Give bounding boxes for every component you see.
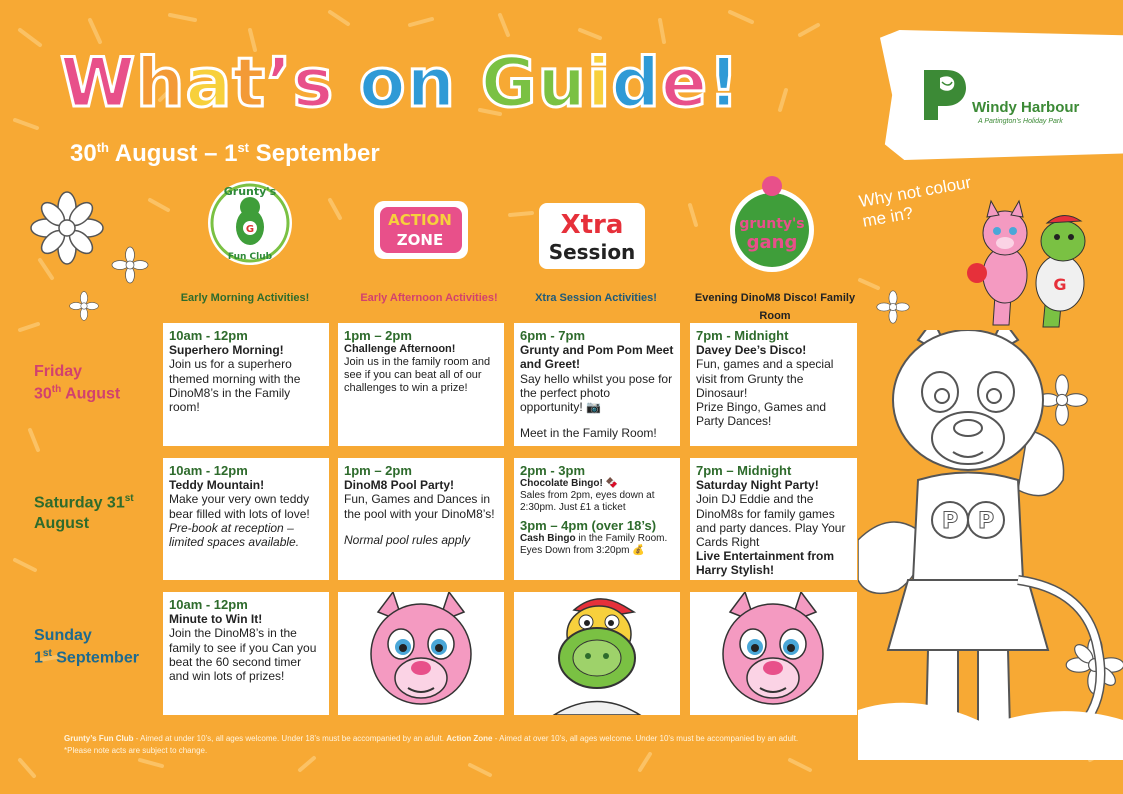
pom-pom-character-image xyxy=(690,592,857,715)
activity-note: Normal pool rules apply xyxy=(344,532,471,547)
activity-card-sun-morning xyxy=(163,592,329,715)
activity-description: Join DJ Eddie and the DinoM8s for family games and party dances. Play Your Cards Right xyxy=(696,492,846,549)
title-letter: i xyxy=(586,44,612,123)
activity-title: Davey Dee’s Disco! xyxy=(696,343,807,358)
activity-time: 7pm - Midnight xyxy=(696,328,789,343)
brand-line2: gang xyxy=(746,232,798,253)
svg-text:P: P xyxy=(941,509,959,534)
activity-title-2: Cash Bingo xyxy=(520,533,576,545)
brand-line1: Grunty's xyxy=(223,185,277,198)
title-letter: G xyxy=(480,44,538,123)
pom-pom-character-card xyxy=(338,592,504,715)
column-heading-xtra: Xtra Session Activities! xyxy=(535,292,657,304)
title-letter xyxy=(456,50,481,118)
logo-name: Windy Harbour xyxy=(972,99,1080,116)
svg-text:G: G xyxy=(245,224,255,235)
windy-harbour-mark-icon xyxy=(920,62,970,122)
windy-harbour-logo xyxy=(920,62,1080,132)
activity-card-sat-xtra xyxy=(514,458,680,580)
activity-description-2: in the Family Room. xyxy=(575,533,668,545)
brand-line2: Session xyxy=(548,240,636,264)
activity-card-fri-afternoon xyxy=(338,323,504,446)
activity-title: Teddy Mountain! xyxy=(169,478,265,493)
title-letter: n xyxy=(406,44,456,123)
activity-description: Join the DinoM8’s in the family to see if you Can you beat the 60 second timer and win lots of prizes! xyxy=(169,626,317,683)
activity-note: Pre-book at reception – limited spaces available. xyxy=(169,520,300,549)
title-letter xyxy=(334,50,359,118)
activity-note: Prize Bingo, Games and Party Dances! xyxy=(696,399,827,429)
activity-description: Make your very own teddy bear filled with lots of love! xyxy=(169,492,310,521)
brand-line2: Fun Club xyxy=(227,252,273,262)
date-range: 30th August – 1st September xyxy=(70,140,380,167)
gruntys-fun-club-logo xyxy=(205,175,295,270)
coloured-mascots-image xyxy=(965,195,1105,335)
activity-note: Meet in the Family Room! xyxy=(520,426,657,441)
title-letter: e xyxy=(660,44,709,123)
title-letter: o xyxy=(358,44,407,123)
title-letter: ’ xyxy=(265,44,293,123)
title-letter: h xyxy=(136,44,186,123)
activity-description: Fun, games and a special visit from Grunty the Dinosaur! xyxy=(696,357,834,400)
activity-description: Say hello whilst you pose for the perfect photo opportunity! 📷 xyxy=(520,371,673,414)
brand-line1: Xtra xyxy=(560,210,624,240)
activity-title: Saturday Night Party! xyxy=(696,478,819,493)
title-letter: ! xyxy=(708,44,741,123)
title-letter: t xyxy=(232,44,266,123)
svg-text:G: G xyxy=(1053,275,1067,294)
title-letter: s xyxy=(292,44,335,123)
activity-time: 7pm – Midnight xyxy=(696,463,792,478)
activity-title: Superhero Morning! xyxy=(169,343,284,358)
activity-time: 1pm – 2pm xyxy=(344,463,412,478)
title-letter: W xyxy=(60,44,137,123)
activity-title: Grunty and Pom Pom Meet and Greet! xyxy=(520,343,674,372)
grunty-character-image xyxy=(514,592,680,715)
page-title xyxy=(60,44,741,123)
day-label-sunday: Sunday 1st September xyxy=(34,627,139,667)
title-letter: a xyxy=(185,44,233,123)
footnote: Grunty’s Fun Club - Aimed at under 10’s, all ages welcome. Under 18’s must be accompanied by an adult. Action Zone - Aimed at over 10’s, all ages welcome. Under 10’s must be accompanied by an adult. *Please note acts are subject to change. xyxy=(64,734,799,755)
activity-card-sat-morning xyxy=(163,458,329,580)
day-label-friday: Friday 30th August xyxy=(34,363,121,403)
column-heading-afternoon: Early Afternoon Activities! xyxy=(360,292,498,304)
activity-title: DinoM8 Pool Party! xyxy=(344,478,455,493)
xtra-session-logo xyxy=(535,195,650,275)
activity-note: Eyes Down from 3:20pm 💰 xyxy=(520,544,645,556)
activity-time: 1pm – 2pm xyxy=(344,328,412,343)
logo-tagline: A Partington's Holiday Park xyxy=(978,118,1063,125)
title-letter: d xyxy=(611,44,661,123)
column-heading-morning: Early Morning Activities! xyxy=(180,292,310,304)
activity-card-sat-afternoon xyxy=(338,458,504,580)
activity-note: Live Entertainment from Harry Stylish! xyxy=(696,549,835,578)
activity-time: 6pm - 7pm xyxy=(520,328,586,343)
activity-time: 10am - 12pm xyxy=(169,597,248,612)
day-label-saturday: Saturday 31st August xyxy=(34,493,134,533)
pom-pom-character-card-2 xyxy=(690,592,857,715)
activity-card-fri-morning xyxy=(163,323,329,446)
colouring-tiger-outline-image xyxy=(858,330,1123,760)
activity-title: Challenge Afternoon! xyxy=(344,343,456,356)
grunty-character-card xyxy=(514,592,680,715)
activity-card-sat-evening xyxy=(690,458,857,580)
title-letter: u xyxy=(537,44,587,123)
action-zone-logo xyxy=(368,195,473,265)
activity-description: Sales from 2pm, eyes down at 2:30pm. Just £1 a ticket xyxy=(520,490,655,513)
colour-me-in-note: Why not colour me in? xyxy=(857,172,973,232)
activity-title: Chocolate Bingo! 🍫 xyxy=(520,478,619,490)
activity-card-fri-xtra xyxy=(514,323,680,446)
svg-text:P: P xyxy=(977,509,995,534)
activity-time: 10am - 12pm xyxy=(169,328,248,343)
activity-description: Fun, Games and Dances in the pool with your DinoM8’s! xyxy=(344,492,495,521)
pom-pom-character-image xyxy=(338,592,504,715)
brand-line1: grunty's xyxy=(739,216,805,232)
activity-time-2: 3pm – 4pm (over 18’s) xyxy=(520,517,657,533)
brand-line1: ACTION xyxy=(388,211,452,229)
activity-time: 10am - 12pm xyxy=(169,463,248,478)
column-heading-evening: Evening DinoM8 Disco! Family Room xyxy=(694,292,856,322)
activity-title: Minute to Win It! xyxy=(169,612,263,627)
activity-description: Join us for a superhero themed morning with the DinoM8’s in the Family room! xyxy=(169,357,301,414)
activity-time: 2pm - 3pm xyxy=(520,463,586,478)
brand-line2: ZONE xyxy=(396,231,444,249)
gruntys-gang-logo xyxy=(722,172,822,277)
activity-card-fri-evening xyxy=(690,323,857,446)
activity-description: Join us in the family room and see if you can beat all of our challenges to win a prize! xyxy=(344,356,491,395)
